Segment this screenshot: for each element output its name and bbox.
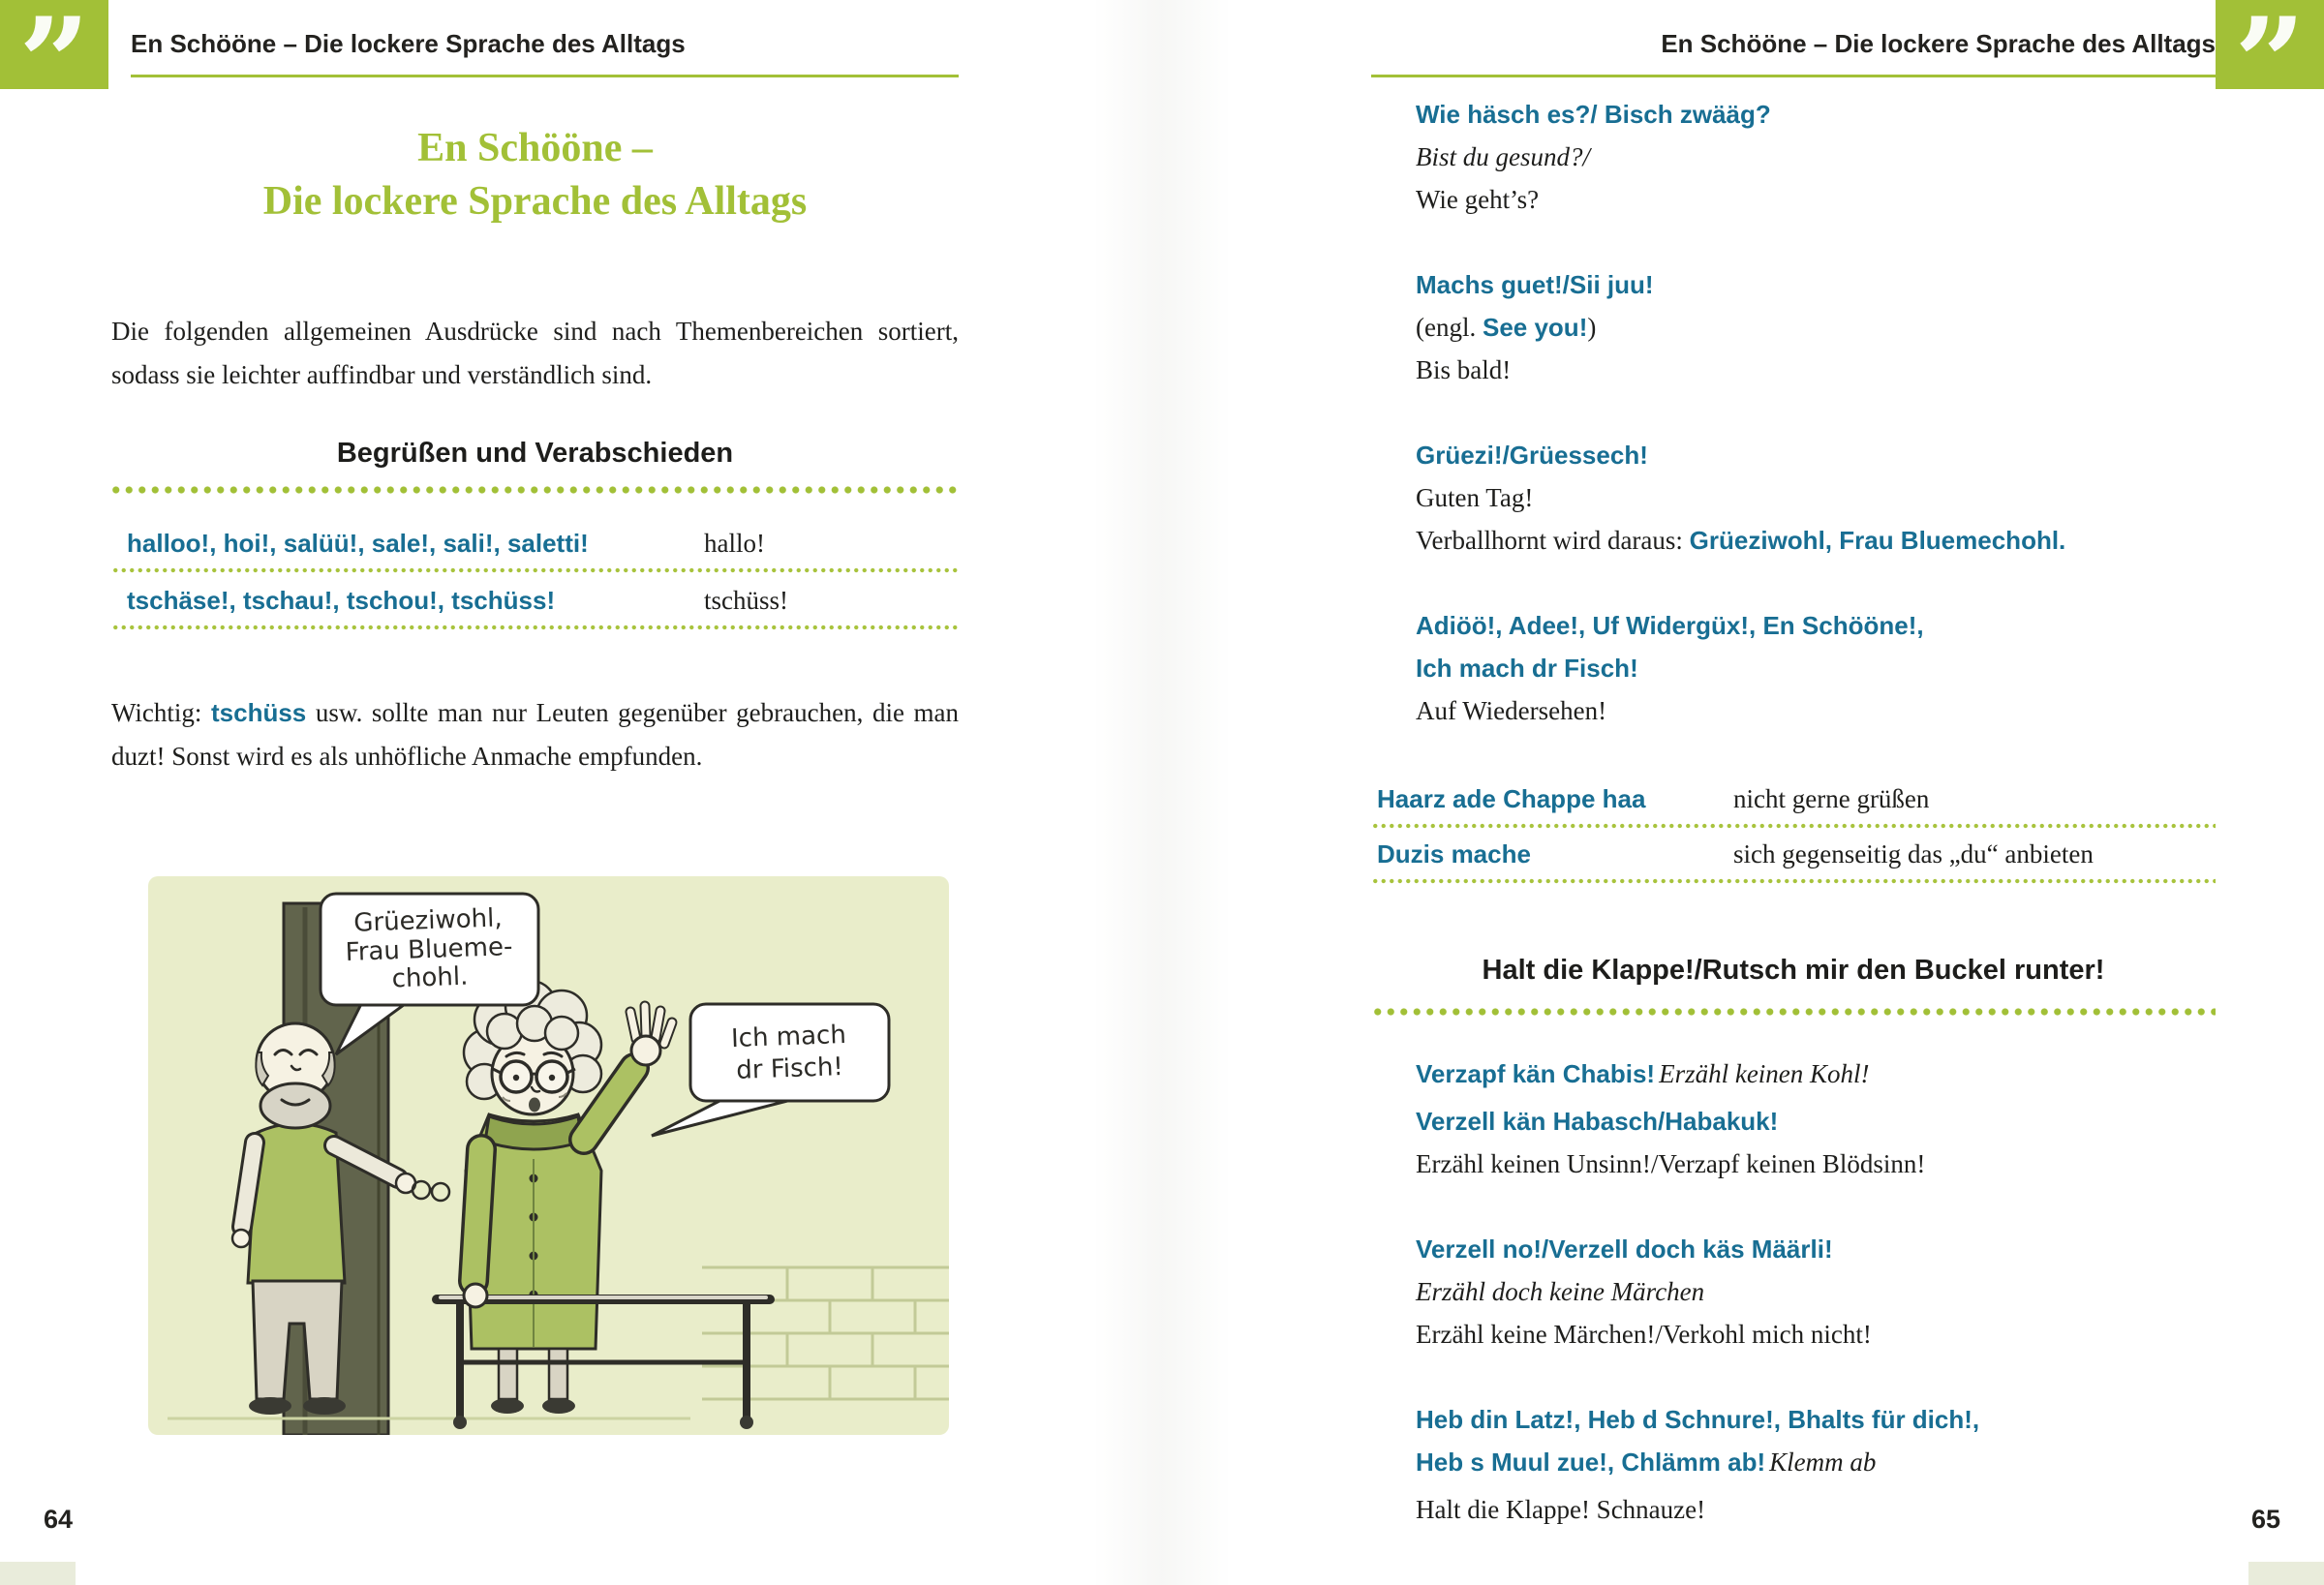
dialect-phrase: Adiöö!, Adee!, Uf Widergüx!, En Schööne!, (1416, 611, 1924, 640)
phrase-table (1371, 775, 2216, 885)
page-number: 64 (44, 1505, 74, 1534)
german-translation: hallo! (704, 529, 765, 558)
german-translation: sich gegenseitig das „du“ anbieten (1733, 839, 2094, 869)
page-edge-right (2248, 1562, 2324, 1585)
table-row (1371, 830, 2216, 877)
running-header: En Schööne – Die lockere Sprache des Alltags (131, 29, 959, 77)
german-translation (1416, 306, 2216, 349)
german-translation: nicht gerne grüßen (1733, 784, 1930, 813)
dotted-divider (1371, 877, 2216, 885)
german-translation: Halt die Klappe! Schnauze! (1416, 1495, 1706, 1524)
italic-segment: Klemm ab (1769, 1448, 1877, 1477)
section-heading: Halt die Klappe!/Rutsch mir den Buckel runter! (1482, 955, 2105, 986)
dialect-phrase: tschäse!, tschau!, tschou!, tschüss! (127, 586, 556, 615)
phrase-line (1416, 1052, 2216, 1100)
dialect-phrase: Verzell no!/Verzell doch käs Määrli! (1416, 1234, 1833, 1264)
note-prefix: Wichtig: (111, 698, 211, 727)
gripping-hand (464, 1284, 487, 1307)
dialect-phrase: halloo!, hoi!, salüü!, sale!, sali!, saletti! (127, 529, 589, 558)
phrase-block (1371, 1052, 2216, 1185)
phrase-block (1371, 604, 2216, 732)
bubble2-line2: dr Fisch! (735, 1052, 844, 1085)
table-row (111, 517, 959, 566)
dialect-phrase: Ich mach dr Fisch! (1416, 654, 1638, 683)
chapter-title-line2: Die lockere Sprache des Alltags (262, 179, 808, 224)
table-row (111, 574, 959, 624)
page-edge-left (0, 1562, 76, 1585)
dialect-phrase: Heb din Latz!, Heb d Schnure!, Bhalts für dich!, (1416, 1405, 1980, 1434)
phrase-block (1371, 1228, 2216, 1356)
phrase-block (1371, 263, 2216, 391)
note-suffix: usw. sollte man nur Leuten gegenüber gebrauchen, die man duzt! Sonst wird es als unhöfliche Anmache empfunden. (111, 698, 959, 771)
dialect-phrase: Verzell kän Habasch/Habakuk! (1416, 1107, 1779, 1136)
german-translation: Wie geht’s? (1416, 185, 1540, 214)
phrase-block (1371, 93, 2216, 221)
quote-box (2216, 0, 2324, 137)
german-translation: tschüss! (704, 586, 788, 615)
right-page (1162, 0, 2324, 1585)
bubble1-line3: chohl. (391, 961, 469, 994)
dialect-segment: Heb s Muul zue!, Chlämm ab! (1416, 1448, 1766, 1477)
dotted-rule (1371, 1006, 2216, 1018)
dotted-divider (111, 624, 959, 631)
german-translation: Auf Wiedersehen! (1416, 696, 1607, 725)
bubble1-line2: Frau Blueme- (345, 931, 513, 968)
dialect-phrase: Machs guet!/Sii juu! (1416, 270, 1654, 299)
phrase-table (111, 517, 959, 631)
phrase-line (1416, 1441, 2216, 1488)
phrase-block (1371, 1398, 2216, 1531)
quote-icon: ” (2234, 0, 2306, 137)
quote-box (0, 0, 108, 137)
dialect-segment: Verzapf kän Chabis! (1416, 1059, 1656, 1088)
italic-segment: Erzähl keinen Kohl! (1659, 1059, 1870, 1088)
german-translation: Erzähl keine Märchen!/Verkohl mich nicht! (1416, 1320, 1872, 1349)
table-row (1371, 775, 2216, 822)
dialect-phrase: Duzis mache (1377, 839, 1531, 869)
dotted-divider (111, 566, 959, 574)
dialect-phrase: Haarz ade Chappe haa (1377, 784, 1646, 813)
german-translation: Erzähl doch keine Märchen (1416, 1277, 1705, 1306)
dotted-divider (1371, 822, 2216, 830)
text-segment: (engl. (1416, 313, 1483, 342)
usage-note (111, 691, 959, 778)
text-segment: ) (1587, 313, 1597, 342)
dialect-phrase: Grüezi!/Grüessech! (1416, 441, 1648, 470)
cartoon-illustration (148, 876, 949, 1435)
section-heading: Begrüßen und Verabschieden (336, 438, 734, 469)
running-header: En Schööne – Die lockere Sprache des Alltags (1371, 29, 2216, 77)
dialect-segment: See you! (1482, 313, 1588, 342)
phrase-column (1371, 93, 2216, 1573)
bubble1-line1: Grüeziwohl, (352, 903, 504, 938)
german-translation: Guten Tag! (1416, 483, 1534, 512)
intro-paragraph: Die folgenden allgemeinen Ausdrücke sind nach Themenbereichen sortiert, sodass sie leichter auffindbar und verständlich sind. (111, 317, 959, 389)
dialect-phrase: Wie häsch es?/ Bisch zwääg? (1416, 100, 1771, 129)
german-translation: Bist du gesund?/ (1416, 142, 1590, 171)
quote-icon: ” (18, 0, 90, 137)
german-translation (1416, 519, 2216, 562)
note-highlight: tschüss (210, 698, 307, 727)
bubble2-line1: Ich mach (730, 1020, 847, 1054)
chapter-title-line1: En Schööne – (417, 126, 653, 170)
dialect-segment: Grüeziwohl, Frau Bluemechohl. (1689, 526, 2066, 555)
chapter-title (111, 122, 959, 229)
page-number: 65 (2250, 1505, 2280, 1534)
text-segment: Verballhornt wird daraus: (1416, 526, 1690, 555)
dotted-rule (109, 484, 960, 496)
german-translation: Bis bald! (1416, 355, 1512, 384)
german-translation: Erzähl keinen Unsinn!/Verzapf keinen Blödsinn! (1416, 1149, 1926, 1178)
phrase-block (1371, 434, 2216, 562)
